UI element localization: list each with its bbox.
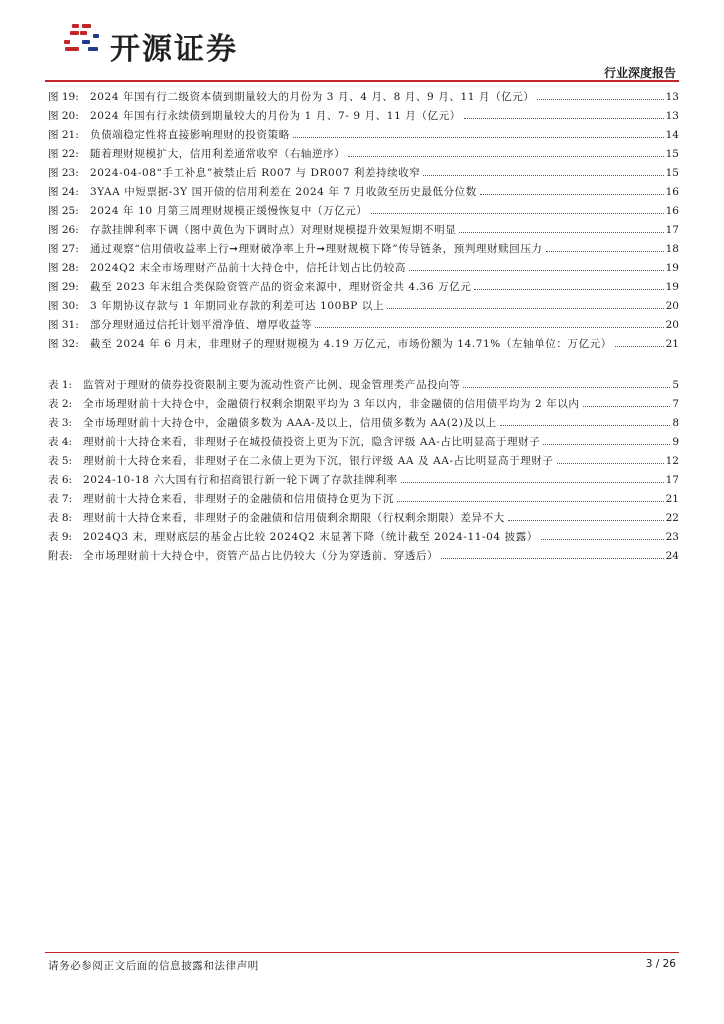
footer-disclaimer: 请务必参阅正文后面的信息披露和法律声明 <box>48 960 259 972</box>
table-page-number: 12 <box>665 455 679 467</box>
dot-leader <box>537 98 663 100</box>
figure-label: 图 21: <box>48 129 79 141</box>
dot-leader <box>474 288 663 290</box>
table-title: 理财前十大持仓来看，非理财子的金融债和信用债持仓更为下沉 <box>83 493 394 505</box>
figure-index-list <box>45 88 679 354</box>
figure-title: 部分理财通过信托计划平滑净值、增厚收益等 <box>90 319 312 331</box>
figure-label: 图 28: <box>48 262 79 274</box>
figure-label: 图 22: <box>48 148 79 160</box>
figure-entry[interactable] <box>45 183 679 202</box>
dot-leader <box>459 231 663 233</box>
footer-divider <box>45 952 679 953</box>
dot-leader <box>441 557 663 559</box>
figure-title: 2024-04-08“手工补息”被禁止后 R007 与 DR007 利差持续收窄 <box>90 167 421 179</box>
dot-leader <box>423 174 663 176</box>
table-label: 表 9: <box>48 531 73 543</box>
figure-page-number: 15 <box>665 167 679 179</box>
table-page-number: 7 <box>672 398 679 410</box>
figure-entry[interactable] <box>45 259 679 278</box>
table-entry[interactable] <box>45 509 679 528</box>
dot-leader <box>541 538 664 540</box>
figure-title: 截至 2024 年 6 月末，非理财子的理财规模为 4.19 万亿元，市场份额为 14.71%（左轴单位：万亿元） <box>90 338 612 350</box>
table-label: 表 2: <box>48 398 73 410</box>
table-title: 理财前十大持仓来看，非理财子的金融债和信用债剩余期限（行权剩余期限）差异不大 <box>83 512 505 524</box>
figure-page-number: 19 <box>665 262 679 274</box>
table-page-number: 24 <box>665 550 679 562</box>
table-page-number: 17 <box>665 474 679 486</box>
figure-page-number: 21 <box>665 338 679 350</box>
figure-page-number: 18 <box>665 243 679 255</box>
dot-leader <box>543 443 670 445</box>
table-label: 附表: <box>48 550 73 562</box>
table-entry[interactable] <box>45 452 679 471</box>
table-label: 表 3: <box>48 417 73 429</box>
figure-entry[interactable] <box>45 202 679 221</box>
figure-title: 负债端稳定性将直接影响理财的投资策略 <box>90 129 290 141</box>
figure-entry[interactable] <box>45 240 679 259</box>
dot-leader <box>480 193 664 195</box>
figure-title: 2024 年 10 月第三周理财规模正缓慢恢复中（万亿元） <box>90 205 368 217</box>
figure-label: 图 24: <box>48 186 79 198</box>
figure-page-number: 19 <box>665 281 679 293</box>
table-page-number: 23 <box>665 531 679 543</box>
figure-label: 图 32: <box>48 338 79 350</box>
figure-label: 图 25: <box>48 205 79 217</box>
figure-page-number: 15 <box>665 148 679 160</box>
dot-leader <box>583 405 671 407</box>
figure-label: 图 29: <box>48 281 79 293</box>
table-entry[interactable] <box>45 414 679 433</box>
figure-entry[interactable] <box>45 297 679 316</box>
figure-entry[interactable] <box>45 335 679 354</box>
figure-title: 通过观察“信用债收益率上行➞理财破净率上升➞理财规模下降”传导链条，预判理财赎回压力 <box>90 243 543 255</box>
figure-page-number: 13 <box>665 91 679 103</box>
dot-leader <box>293 136 664 138</box>
brand-name: 开源证券 <box>110 32 238 67</box>
dot-leader <box>315 326 664 328</box>
figure-page-number: 16 <box>665 205 679 217</box>
figure-page-number: 14 <box>665 129 679 141</box>
figure-entry[interactable] <box>45 145 679 164</box>
figure-page-number: 20 <box>665 319 679 331</box>
figure-entry[interactable] <box>45 88 679 107</box>
figure-page-number: 16 <box>665 186 679 198</box>
dot-leader <box>508 519 664 521</box>
dot-leader <box>500 424 671 426</box>
dot-leader <box>463 386 670 388</box>
figure-label: 图 23: <box>48 167 79 179</box>
figure-entry[interactable] <box>45 107 679 126</box>
report-type-label: 行业深度报告 <box>603 66 676 80</box>
dot-leader <box>348 155 663 157</box>
table-page-number: 21 <box>665 493 679 505</box>
dot-leader <box>387 307 664 309</box>
table-label: 表 1: <box>48 379 73 391</box>
figure-title: 3 年期协议存款与 1 年期同业存款的利差可达 100BP 以上 <box>90 300 385 312</box>
figure-title: 2024 年国有行永续债到期量较大的月份为 1 月、7- 9 月、11 月（亿元） <box>90 110 461 122</box>
figure-label: 图 30: <box>48 300 79 312</box>
table-label: 表 8: <box>48 512 73 524</box>
figure-title: 随着理财规模扩大，信用利差通常收窄（右轴逆序） <box>90 148 346 160</box>
dot-leader <box>397 500 664 502</box>
figure-entry[interactable] <box>45 316 679 335</box>
dot-leader <box>557 462 664 464</box>
figure-label: 图 20: <box>48 110 79 122</box>
table-title: 理财前十大持仓来看，非理财子在二永债上更为下沉，银行评级 AA 及 AA-占比明显高于理财子 <box>83 455 554 467</box>
table-title: 全市场理财前十大持仓中，金融债多数为 AAA-及以上，信用债多数为 AA(2)及以上 <box>83 417 497 429</box>
table-page-number: 22 <box>665 512 679 524</box>
table-title: 监管对于理财的债券投资限制主要为流动性资产比例、现金管理类产品投向等 <box>83 379 461 391</box>
header-divider <box>45 80 679 82</box>
kaiyuan-logo-icon <box>60 20 106 60</box>
figure-label: 图 27: <box>48 243 79 255</box>
table-label: 表 6: <box>48 474 73 486</box>
table-entry[interactable] <box>45 395 679 414</box>
table-entry[interactable] <box>45 528 679 547</box>
table-title: 理财前十大持仓来看，非理财子在城投债投资上更为下沉，隐含评级 AA-占比明显高于理财子 <box>83 436 541 448</box>
table-title: 2024Q3 末，理财底层的基金占比较 2024Q2 末显著下降（统计截至 2024-11-04 披露） <box>83 531 538 543</box>
figure-entry[interactable] <box>45 126 679 145</box>
table-entry[interactable] <box>45 376 679 395</box>
dot-leader <box>371 212 664 214</box>
figure-entry[interactable] <box>45 164 679 183</box>
figure-title: 2024Q2 末全市场理财产品前十大持仓中，信托计划占比仍较高 <box>90 262 406 274</box>
table-label: 表 4: <box>48 436 73 448</box>
figure-label: 图 26: <box>48 224 79 236</box>
table-title: 2024-10-18 六大国有行和招商银行新一轮下调了存款挂牌利率 <box>83 474 398 486</box>
figure-title: 2024 年国有行二级资本债到期量较大的月份为 3 月、4 月、8 月、9 月、11 月（亿元） <box>90 91 535 103</box>
figure-entry[interactable] <box>45 221 679 240</box>
table-entry[interactable] <box>45 471 679 490</box>
figure-label: 图 31: <box>48 319 79 331</box>
figure-label: 图 19: <box>48 91 79 103</box>
dot-leader <box>546 250 664 252</box>
figure-page-number: 13 <box>665 110 679 122</box>
figure-entry[interactable] <box>45 278 679 297</box>
dot-leader <box>464 117 664 119</box>
table-label: 表 5: <box>48 455 73 467</box>
table-entry[interactable] <box>45 547 679 566</box>
table-title: 全市场理财前十大持仓中，资管产品占比仍较大（分为穿透前、穿透后） <box>83 550 439 562</box>
dot-leader <box>401 481 664 483</box>
table-title: 全市场理财前十大持仓中，金融债行权剩余期限平均为 3 年以内，非金融债的信用债平均为 2 年以内 <box>83 398 580 410</box>
figure-title: 3YAA 中短票据-3Y 国开债的信用利差在 2024 年 7 月收敛至历史最低分位数 <box>90 186 477 198</box>
table-page-number: 8 <box>672 417 679 429</box>
figure-title: 存款挂牌利率下调（图中黄色为下调时点）对理财规模提升效果短期不明显 <box>90 224 457 236</box>
table-entry[interactable] <box>45 490 679 509</box>
table-entry[interactable] <box>45 433 679 452</box>
figure-page-number: 17 <box>665 224 679 236</box>
table-label: 表 7: <box>48 493 73 505</box>
figure-title: 截至 2023 年末组合类保险资管产品的资金来源中，理财资金共 4.36 万亿元 <box>90 281 472 293</box>
table-page-number: 5 <box>672 379 679 391</box>
dot-leader <box>615 345 664 347</box>
figure-page-number: 20 <box>665 300 679 312</box>
page-number: 3 / 26 <box>645 958 676 970</box>
dot-leader <box>409 269 664 271</box>
table-page-number: 9 <box>672 436 679 448</box>
table-index-list <box>45 376 679 566</box>
